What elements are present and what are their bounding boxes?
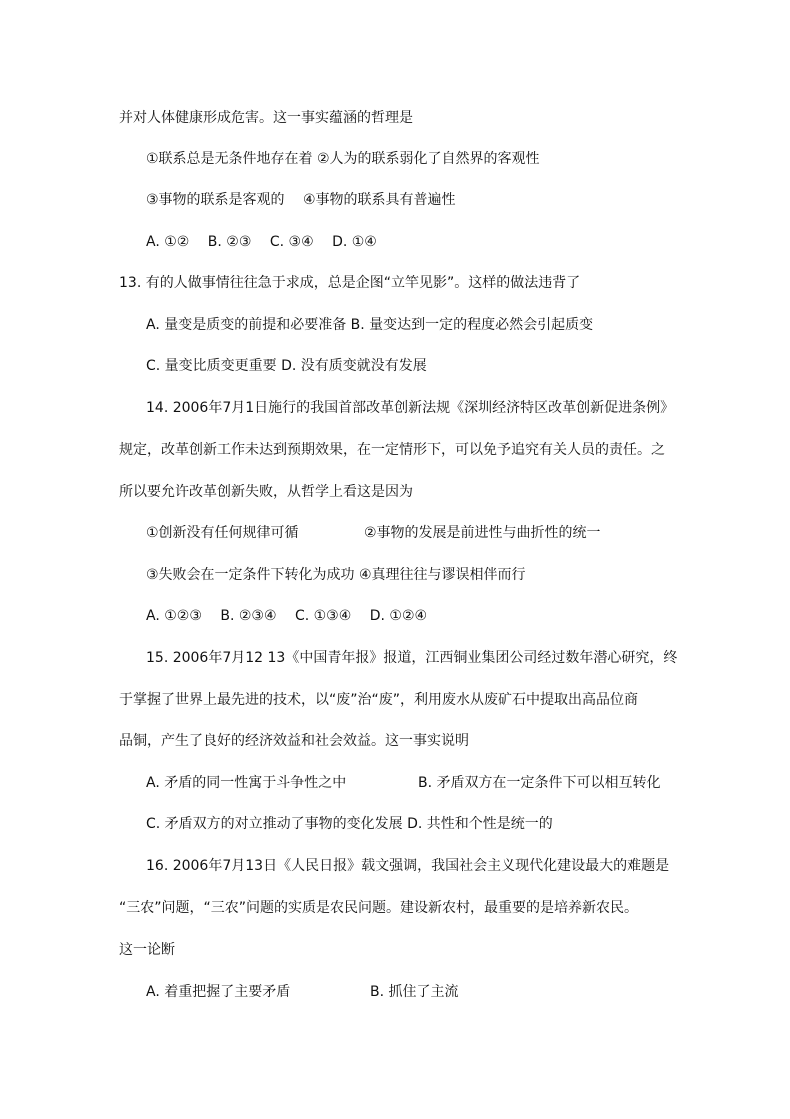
question-15-stem-line-2: 于掌握了世界上最先进的技术，以“废”治“废”，利用废水从废矿石中提取出高品位商	[119, 692, 639, 708]
question-14-options: A. ①②③ B. ②③④ C. ①③④ D. ①②④	[146, 608, 428, 624]
question-14-stem-line-1: 14. 2006年7月1日施行的我国首部改革创新法规《深圳经济特区改革创新促进条例》	[146, 400, 675, 416]
question-14-statements-3-4: ③失败会在一定条件下转化为成功 ④真理往往与谬误相伴而行	[146, 567, 526, 583]
question-15-stem-line-1: 15. 2006年7月12 13《中国青年报》报道，江西铜业集团公司经过数年潜心研究，终	[146, 650, 678, 666]
question-16-option-b: B. 抓住了主流	[370, 984, 459, 1000]
question-15-option-a: A. 矛盾的同一性寓于斗争性之中	[146, 775, 347, 791]
question-15-options-a-b	[146, 773, 676, 793]
question-16-stem-line-3: 这一论断	[119, 942, 175, 958]
question-13-stem: 13. 有的人做事情往往急于求成，总是企图“立竿见影”。这样的做法违背了	[119, 275, 581, 291]
question-16-stem-line-1: 16. 2006年7月13日《人民日报》载文强调，我国社会主义现代化建设最大的难题是	[146, 858, 670, 874]
question-15-stem-line-3: 品铜，产生了良好的经济效益和社会效益。这一事实说明	[119, 733, 469, 749]
question-12-statements-3-4: ③事物的联系是客观的 ④事物的联系具有普遍性	[146, 192, 456, 208]
question-15-option-b: B. 矛盾双方在一定条件下可以相互转化	[418, 775, 661, 791]
question-12-statements-1-2: ①联系总是无条件地存在着 ②人为的联系弱化了自然界的客观性	[146, 151, 540, 167]
question-14-statement-1: ①创新没有任何规律可循	[146, 525, 299, 541]
question-12-options: A. ①② B. ②③ C. ③④ D. ①④	[146, 234, 377, 250]
question-12-stem-continuation: 并对人体健康形成危害。这一事实蕴涵的哲理是	[119, 110, 413, 126]
question-14-statements-1-2	[146, 523, 666, 543]
question-13-options-c-d: C. 量变比质变更重要 D. 没有质变就没有发展	[146, 358, 427, 374]
question-16-options-a-b	[146, 982, 486, 1002]
question-14-stem-line-3: 所以要允许改革创新失败，从哲学上看这是因为	[119, 484, 413, 500]
question-14-statement-2: ②事物的发展是前进性与曲折性的统一	[364, 525, 601, 541]
question-13-options-a-b: A. 量变是质变的前提和必要准备 B. 量变达到一定的程度必然会引起质变	[146, 317, 594, 333]
question-14-stem-line-2: 规定，改革创新工作未达到预期效果，在一定情形下，可以免予追究有关人员的责任。之	[119, 442, 665, 458]
question-15-options-c-d: C. 矛盾双方的对立推动了事物的变化发展 D. 共性和个性是统一的	[146, 816, 553, 832]
question-16-option-a: A. 着重把握了主要矛盾	[146, 984, 291, 1000]
question-16-stem-line-2: “三农”问题，“三农”问题的实质是农民问题。建设新农村，最重要的是培养新农民。	[119, 900, 639, 916]
